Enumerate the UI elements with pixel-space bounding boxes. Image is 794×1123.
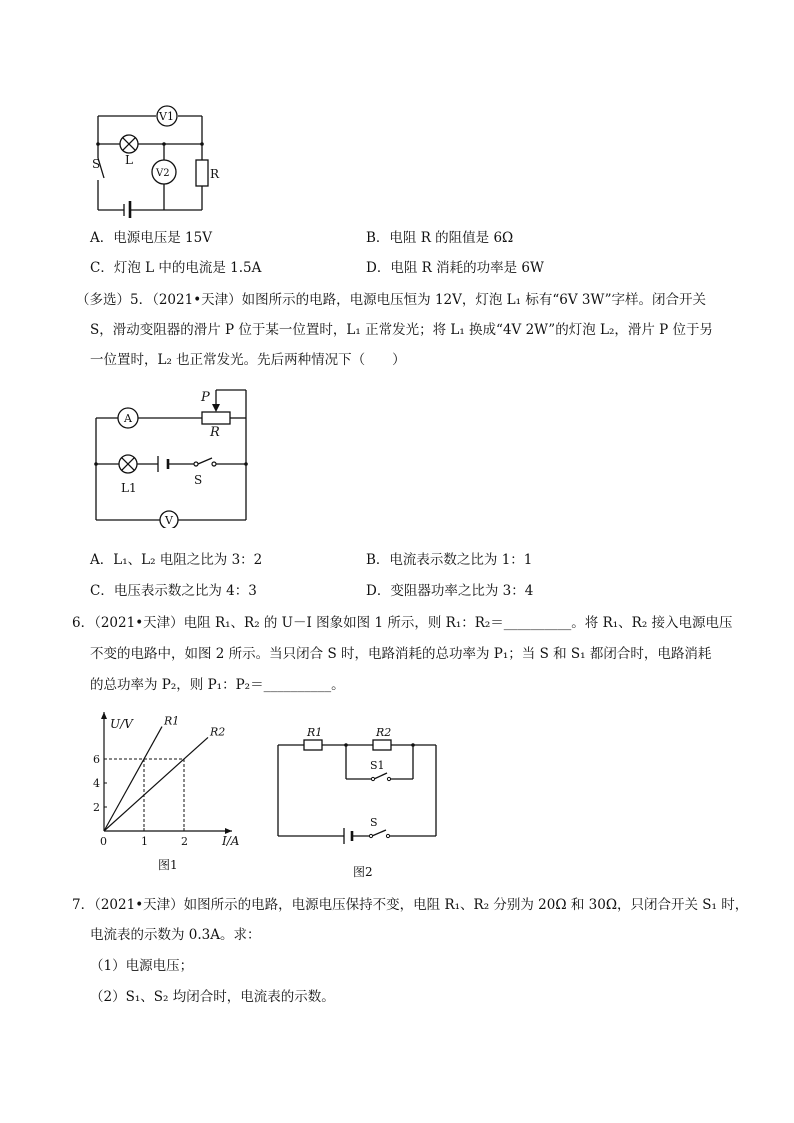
s-label: S xyxy=(370,816,378,829)
l-label: L xyxy=(125,153,133,167)
q6-figure-2-caption: 图2 xyxy=(353,865,373,879)
q4-option-d: D．电阻 R 消耗的功率是 6W xyxy=(366,260,544,276)
q6-ui-chart xyxy=(84,702,254,852)
q5-circuit-diagram xyxy=(88,386,258,528)
q5-stem-line-1: （多选）5．（2021•天津）如图所示的电路，电源电压恒为 12V，灯泡 L₁ 标有“6V 3W”字样。闭合开关 xyxy=(76,292,706,308)
q5-stem-line-3: 一位置时，L₂ 也正常发光。先后两种情况下（ ） xyxy=(90,352,406,368)
l1-label: L1 xyxy=(121,481,137,495)
switch-contact xyxy=(194,462,198,466)
q6-stem-line-2: 不变的电路中，如图 2 所示。当只闭合 S 时，电路消耗的总功率为 P₁；当 S 和 S₁ 都闭合时，电路消耗 xyxy=(90,646,712,662)
q5-option-c: C．电压表示数之比为 4：3 xyxy=(90,583,257,599)
y-tick-label: 2 xyxy=(93,801,100,814)
q5-option-a: A．L₁、L₂ 电阻之比为 3：2 xyxy=(90,552,263,568)
series-label-r2: R2 xyxy=(210,725,226,739)
battery-symbol xyxy=(124,201,130,218)
battery-symbol xyxy=(344,828,352,844)
q6-circuit-diagram-2 xyxy=(270,724,450,850)
p-label: P xyxy=(201,390,210,405)
q6-stem-line-1: 6．（2021•天津）电阻 R₁、R₂ 的 U－I 图象如图 1 所示，则 R₁：R₂＝__________。将 R₁、R₂ 接入电源电压 xyxy=(72,615,733,631)
q5-option-b: B．电流表示数之比为 1：1 xyxy=(366,552,533,568)
v2-label: V2 xyxy=(156,168,170,179)
q5-option-d: D．变阻器功率之比为 3：4 xyxy=(366,583,534,599)
y-tick-label: 6 xyxy=(93,753,100,766)
series-line-r1 xyxy=(104,727,162,831)
r1-label: R1 xyxy=(307,726,323,739)
q7-stem-line-2: 电流表的示数为 0.3A。求： xyxy=(90,927,261,943)
q4-circuit-diagram xyxy=(88,100,228,218)
series-label-r1: R1 xyxy=(164,714,180,728)
y-axis-label: U/V xyxy=(110,717,133,731)
q7-subquestion-2: （2）S₁、S₂ 均闭合时，电流表的示数。 xyxy=(90,989,335,1005)
x-tick-label: 1 xyxy=(141,835,148,848)
x-axis-label: I/A xyxy=(222,834,240,848)
ammeter-label: A xyxy=(124,412,132,425)
q4-option-c: C．灯泡 L 中的电流是 1.5A xyxy=(90,260,262,276)
r2-label: R2 xyxy=(376,726,392,739)
s1-label: S1 xyxy=(370,759,385,772)
q7-stem-line-1: 7．（2021•天津）如图所示的电路，电源电压保持不变，电阻 R₁、R₂ 分别为 20Ω 和 30Ω，只闭合开关 S₁ 时， xyxy=(72,897,749,913)
q6-stem-line-3: 的总功率为 P₂，则 P₁：P₂＝__________。 xyxy=(90,677,345,693)
x-tick-label: 2 xyxy=(181,835,188,848)
voltmeter-label: V xyxy=(165,514,173,527)
y-tick-label: 4 xyxy=(93,777,100,790)
r-label: R xyxy=(210,425,220,440)
series-line-r2 xyxy=(104,737,208,831)
x-tick-label: 0 xyxy=(100,835,107,848)
q4-option-b: B．电阻 R 的阻值是 6Ω xyxy=(366,230,514,246)
battery-symbol xyxy=(158,456,168,472)
q5-stem-line-2: S，滑动变阻器的滑片 P 位于某一位置时，L₁ 正常发光；将 L₁ 换成“4V 2W”的灯泡 L₂，滑片 P 位于另 xyxy=(90,322,714,338)
s-label: S xyxy=(92,157,101,171)
q7-subquestion-1: （1）电源电压； xyxy=(90,958,194,974)
r-label: R xyxy=(210,167,220,181)
s-label: S xyxy=(194,473,203,487)
v1-label: V1 xyxy=(159,110,174,123)
y-axis-arrow xyxy=(101,712,107,719)
q6-figure-1-caption: 图1 xyxy=(158,858,178,872)
q4-option-a: A．电源电压是 15V xyxy=(90,230,212,246)
